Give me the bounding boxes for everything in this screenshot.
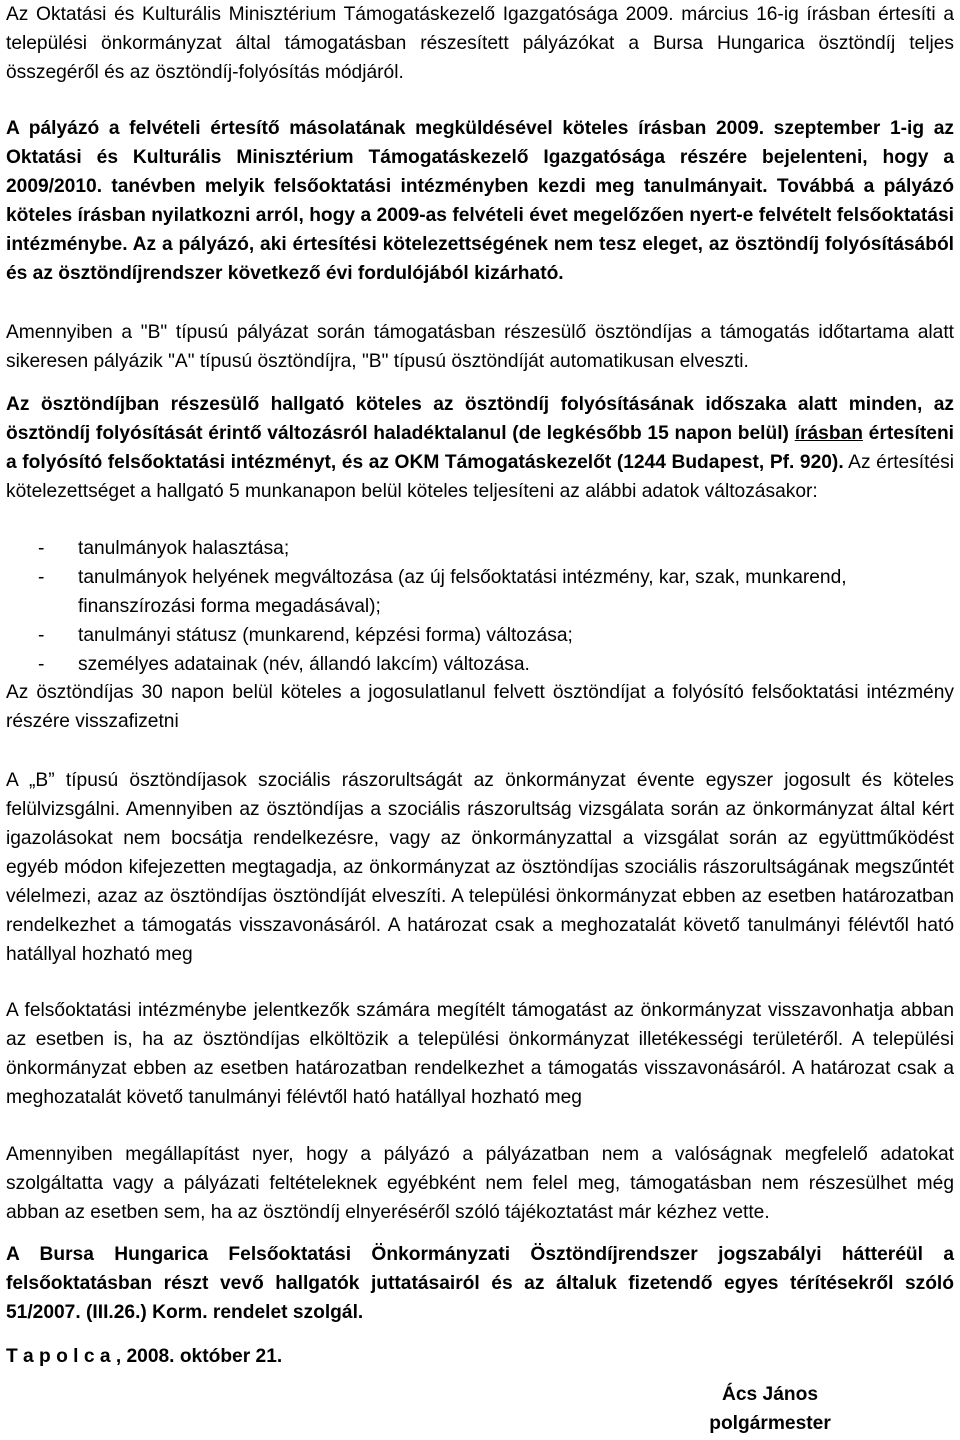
paragraph-false-data: Amennyiben megállapítást nyer, hogy a pályázó a pályázatban nem a valóságnak megfelelő adatokat szolgáltatta vagy a pályázati feltételeknek egyébként nem felel meg, támogatásban nem részesülhet még abban az esetben sem, ha az ösztöndíj elnyeréséről szóló tájékoztatást már kézhez vette. <box>6 1144 954 1223</box>
list-item: - tanulmányok helyének megváltozása (az új felsőoktatási intézmény, kar, szak, munkarend, finanszírozási forma megadásával); <box>6 563 954 621</box>
underlined-text: írásban <box>794 423 863 444</box>
normal-text: Az értesítési kötelezettséget a hallgató 5 munkanapon belül köteles teljesíteni az alábbi adatok változásakor: <box>6 452 954 502</box>
dash-bullet: - <box>38 538 45 559</box>
bold-text: értesíteni a folyósító felsőoktatási intézményt, és az OKM Támogatáskezelőt (1244 Budapest, Pf. 920). <box>6 423 954 473</box>
list-item: - tanulmányok halasztása; <box>6 534 954 563</box>
paragraph-reporting-obligation: A pályázó a felvételi értesítő másolatának megküldésével köteles írásban 2009. szeptember 1-ig az Oktatási és Kulturális Minisztérium Támogatáskezelő Igazgatósága részére bejelenteni, hogy a 2009/2010. tanévben melyik felsőoktatási intézményben kezdi meg tanulmányait. Továbbá a pályázó köteles írásban nyilatkozni arról, hogy a 2009-as felvételi évet megelőzően nyert-e felvételt felsőoktatási intézménybe. Az a pályázó, aki értesítési kötelezettségének nem tesz eleget, az ösztöndíj folyósításából és az ösztöndíjrendszer következő évi fordulójából kizárható. <box>6 118 954 284</box>
paragraph-relocation: A felsőoktatási intézménybe jelentkezők számára megítélt támogatást az önkormányzat visszavonhatja abban az esetben is, ha az ösztöndíjas elköltözik a települési önkormányzat illetékességi területéről. A települési önkormányzat ebben az esetben határozatban rendelkezhet a támogatás visszavonásáról. A határozat csak a meghozatalát követő tanulmányi félévtől ható hatállyal hozható meg <box>6 1000 954 1108</box>
list-item: - személyes adatainak (név, állandó lakcím) változása. <box>6 650 954 679</box>
place-date: T a p o l c a , 2008. október 21. <box>6 1346 283 1367</box>
list-item: - tanulmányi státusz (munkarend, képzési forma) változása; <box>6 621 954 650</box>
changes-list <box>6 534 954 679</box>
signature-title: polgármester <box>709 1413 831 1434</box>
signature-name: Ács János <box>722 1384 818 1405</box>
dash-bullet: - <box>38 654 45 675</box>
paragraph-change-notification <box>6 390 954 506</box>
paragraph-social-review: A „B” típusú ösztöndíjasok szociális rászorultságát az önkormányzat évente egyszer jogosult és köteles felülvizsgálni. Amennyiben az ösztöndíjas a szociális rászorultság vizsgálata során az önkormányzat által kért igazolásokat nem bocsátja rendelkezésre, vagy az önkormányzattal a vizsgálat során az együttműködést egyéb módon kifejezetten megtagadja, az önkormányzat az ösztöndíjas szociális rászorultságának megszűntét vélelmezi, azaz az ösztöndíjas ösztöndíját elveszíti. A települési önkormányzat ebben az esetben határozatban rendelkezhet a támogatás visszavonásáról. A határozat csak a meghozatalát követő tanulmányi félévtől ható hatállyal hozható meg <box>6 770 954 965</box>
paragraph-repayment: Az ösztöndíjas 30 napon belül köteles a jogosulatlanul felvett ösztöndíjat a folyósító felsőoktatási intézmény részére visszafizetni <box>6 682 954 732</box>
dash-bullet: - <box>38 567 45 588</box>
paragraph-notification: Az Oktatási és Kulturális Minisztérium Támogatáskezelő Igazgatósága 2009. március 16-ig írásban értesíti a települési önkormányzat által támogatásban részesített pályázókat a Bursa Hungarica ösztöndíj teljes összegéről és az ösztöndíj-folyósítás módjáról. <box>6 4 954 83</box>
paragraph-type-b-loss: Amennyiben a "B" típusú pályázat során támogatásban részesülő ösztöndíjas a támogatás időtartama alatt sikeresen pályázik "A" típusú ösztöndíjra, "B" típusú ösztöndíját automatikusan elveszti. <box>6 322 954 372</box>
bold-text: Az ösztöndíjban részesülő hallgató köteles az ösztöndíj folyósításának időszaka alatt minden, az ösztöndíj folyósítását érintő változásról haladéktalanul (de legkésőbb 15 napon belül) <box>6 394 954 444</box>
paragraph-legal-basis: A Bursa Hungarica Felsőoktatási Önkormányzati Ösztöndíjrendszer jogszabályi hátteréül a felsőoktatásban részt vevő hallgatók juttatásairól és az általuk fizetendő egyes térítésekről szóló 51/2007. (III.26.) Korm. rendelet szolgál. <box>6 1244 954 1323</box>
dash-bullet: - <box>38 625 45 646</box>
